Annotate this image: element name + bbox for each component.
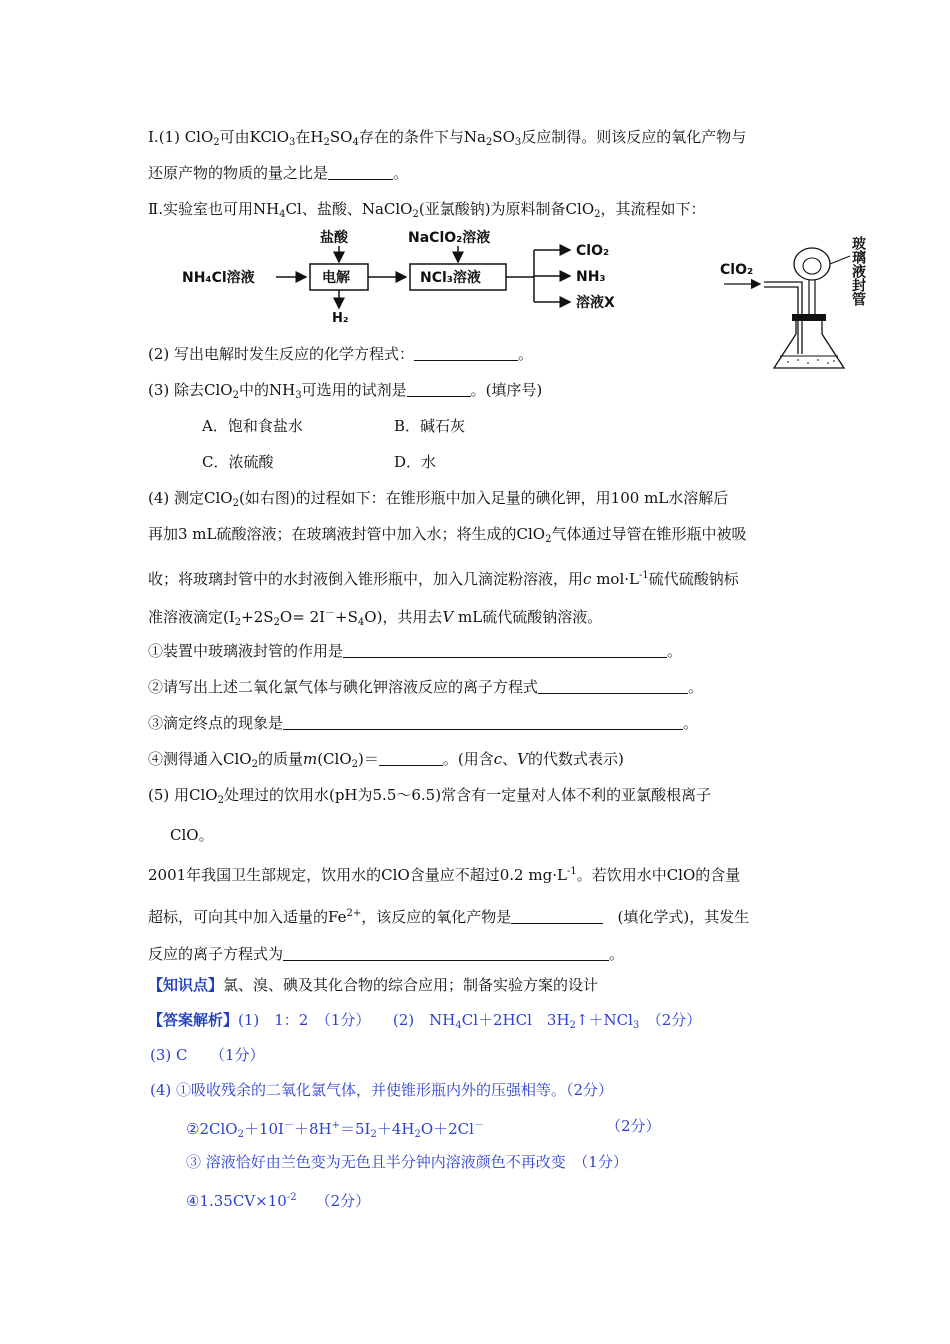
text: 2I	[309, 608, 326, 626]
text: ②请写出上述二氧化氯气体与碘化钾溶液反应的离子方程式	[148, 678, 539, 696]
text: 。(填序号)	[470, 381, 543, 399]
answer-line1: 【答案解析】(1) 1：2 （1分） (2) $NH_4Cl+2HCl$ $3H_2↑+NCl_3$ （2分）	[148, 1011, 702, 1031]
answer-line3: (4) ①吸收残余的二氧化氯气体，并使锥形瓶内外的压强相等。（2分）	[150, 1081, 614, 1099]
text: (5) 用ClO	[148, 786, 218, 804]
flow-diagram	[178, 224, 658, 324]
answer-label: 【答案解析】	[148, 1011, 239, 1029]
text: SO	[492, 128, 515, 146]
text: 。	[688, 678, 704, 696]
text: ④测得通入ClO	[148, 750, 252, 768]
text: Cl、盐酸、NaClO	[285, 200, 413, 218]
text: Ⅰ.(1) ClO	[148, 128, 214, 146]
text: （2分）	[315, 1192, 371, 1210]
q1-line1: Ⅰ.(1) ClO$_2$可由KClO$_3$在$H_2SO_4$存在的条件下与$Na_2SO_3$反应制得。则该反应的氧化产物与	[148, 128, 747, 148]
text: Ⅱ.实验室也可用NH	[148, 200, 280, 218]
knowledge-point-label: 【知识点】	[148, 976, 224, 994]
text: ③滴定终点的现象是	[148, 714, 284, 732]
answer-blank[interactable]	[328, 165, 393, 180]
text: ＋4H	[376, 1120, 415, 1138]
text: 中的NH	[238, 381, 296, 399]
out-clo2-label: ClO₂	[576, 243, 610, 259]
q4-sub4: ④测得通入ClO$_2$的质量m(ClO$_2$)＝ 。(用含c、V的代数式表示)	[148, 750, 624, 770]
text: 。	[609, 945, 625, 963]
knowledge-point	[148, 975, 598, 995]
text: 再加3 mL硫酸溶液；在玻璃液封管中加入水；将生成的ClO	[148, 525, 546, 543]
text: ＝5I	[339, 1120, 371, 1138]
text: ，其流程如下：	[600, 200, 706, 218]
apparatus-diagram	[716, 236, 896, 376]
text: -1	[638, 570, 649, 581]
answer-blank[interactable]	[511, 909, 603, 924]
text: 。	[683, 714, 699, 732]
q1-line2	[148, 163, 408, 183]
answer-line2: (3) C （1分）	[150, 1046, 265, 1064]
text: 氯、溴、碘及其化合物的综合应用；制备实验方案的设计	[223, 976, 599, 994]
text: c	[583, 570, 592, 588]
text: (3) 除去ClO	[148, 381, 233, 399]
text: ①装置中玻璃液封管的作用是	[148, 642, 344, 660]
text: 反应的离子方程式为	[148, 945, 284, 963]
text: （2分）	[639, 1011, 702, 1029]
answer-line5: ③ 溶液恰好由兰色变为无色且半分钟内溶液颜色不再改变 （1分）	[186, 1153, 628, 1171]
answer-line6	[186, 1188, 370, 1211]
text: 准溶液滴定(I	[148, 608, 235, 626]
answer-blank[interactable]	[538, 679, 688, 694]
text: -1	[566, 866, 577, 877]
answer-blank[interactable]	[283, 946, 609, 961]
hcl-label: 盐酸	[320, 230, 348, 246]
h2-label: H₂	[332, 311, 349, 324]
text: 2001年我国卫生部规定，饮用水的ClO含量应不超过0.2 mg·L	[148, 866, 567, 884]
text: (ClO	[317, 750, 352, 768]
text: 。(用含	[442, 750, 494, 768]
answer-blank[interactable]	[379, 751, 443, 766]
out-solution-x-label: 溶液X	[576, 295, 615, 311]
answer-line4-score: （2分）	[606, 1117, 661, 1135]
q3-option-d[interactable]: D．水	[394, 453, 437, 471]
naclo2-label: NaClO₂溶液	[408, 230, 491, 246]
q3-option-b[interactable]: B．碱石灰	[394, 417, 466, 435]
text: O＋2Cl	[420, 1120, 474, 1138]
text: 超标，可向其中加入适量的Fe	[148, 908, 347, 926]
text: m	[302, 750, 318, 768]
flow-start-label: NH₄Cl溶液	[182, 270, 255, 286]
q2-line	[148, 344, 533, 364]
q4-line2: 再加3 mL硫酸溶液；在玻璃液封管中加入水；将生成的ClO$_2$气体通过导管在锥形瓶中被吸	[148, 525, 747, 545]
q4-line3	[148, 566, 739, 589]
liquid-seal-tube-label: 玻璃液封管	[850, 236, 866, 306]
text: ④1.35CV×10	[186, 1192, 287, 1210]
q5-line2: ClO。	[170, 826, 214, 844]
text: 、	[502, 750, 518, 768]
text: －	[325, 608, 336, 619]
answer-blank[interactable]	[414, 346, 518, 361]
q3-line: (3) 除去ClO$_2$中的$NH_3$可选用的试剂是 。(填序号)	[148, 381, 543, 401]
text: 可选用的试剂是	[301, 381, 407, 399]
text: 气体通过导管在锥形瓶中被吸	[551, 525, 747, 543]
text: 2+	[346, 908, 362, 919]
text: Cl＋2HCl 3H	[461, 1011, 570, 1029]
inlet-clo2-label: ClO₂	[720, 262, 754, 278]
text: (亚氯酸钠)为原料制备ClO	[418, 200, 595, 218]
text: －	[473, 1120, 484, 1131]
q4-line1: (4) 测定ClO$_2$(如右图)的过程如下：在锥形瓶中加入足量的碘化钾，用100 mL水溶解后	[148, 489, 729, 509]
q4-sub1	[148, 641, 682, 661]
text: V	[442, 608, 454, 626]
text: mL硫代硫酸钠溶液。	[453, 608, 603, 626]
text: ＋8H	[293, 1120, 332, 1138]
q5-line5	[148, 944, 624, 964]
q4-sub3	[148, 713, 698, 733]
q2-intro: Ⅱ.实验室也可用$NH_4Cl$、盐酸、NaClO$_2$(亚氯酸钠)为原料制备ClO$_2$，其流程如下：	[148, 200, 706, 220]
q3-option-a[interactable]: A．饱和食盐水	[202, 417, 303, 435]
text: 收；将玻璃封管中的水封液倒入锥形瓶中，加入几滴淀粉溶液，用	[148, 570, 584, 588]
text: O)，共用去	[364, 608, 443, 626]
text: )＝	[358, 750, 379, 768]
text: 。	[518, 345, 534, 363]
text: ↑＋NCl	[575, 1011, 633, 1029]
text: +S	[335, 608, 358, 626]
answer-line4: $②2ClO_2+10I^-+8H^+=5I_2+4H_2O+2Cl^-$	[186, 1120, 484, 1140]
text: 。	[393, 164, 409, 182]
text: 。	[667, 642, 683, 660]
text: SO	[329, 128, 353, 146]
text: 存在的条件下与Na	[358, 128, 486, 146]
q5-line1: (5) 用ClO$_2$处理过的饮用水(pH为5.5～6.5)常含有一定量对人体不利的亚氯酸根离子	[148, 786, 712, 806]
q5-line4	[148, 904, 749, 927]
text: +2S	[241, 608, 274, 626]
text: ＋10I	[243, 1120, 284, 1138]
text: 还原产物的物质的量之比是	[148, 164, 329, 182]
q3-option-c[interactable]: C．浓硫酸	[202, 453, 274, 471]
text: 的代数式表示)	[528, 750, 624, 768]
text: 写出电解时发生反应的化学方程式：	[174, 345, 415, 363]
text: 。若饮用水中ClO的含量	[576, 866, 741, 884]
text: ②2ClO	[186, 1120, 238, 1138]
q5-line3	[148, 862, 740, 885]
text: -2	[286, 1192, 297, 1203]
text: 的质量	[257, 750, 303, 768]
text: 处理过的饮用水(pH为5.5～6.5)常含有一定量对人体不利的亚氯酸根离子	[223, 786, 712, 804]
text: ，该反应的氧化产物是	[361, 908, 512, 926]
answer-blank[interactable]	[407, 382, 471, 397]
q4-line4: 准溶液滴定$(I_2+2S_2O= 2I^-+S_4O)$，共用去V mL硫代硫酸钠溶液。	[148, 608, 603, 628]
answer-blank[interactable]	[343, 643, 667, 658]
text: (4) 测定ClO	[148, 489, 233, 507]
text: c	[493, 750, 503, 768]
text: mol·L	[591, 570, 639, 588]
text: +	[331, 1120, 340, 1131]
text: (如右图)的过程如下：在锥形瓶中加入足量的碘化钾，用100 mL水溶解后	[238, 489, 729, 507]
out-nh3-label: NH₃	[576, 269, 606, 285]
text: 在H	[295, 128, 324, 146]
text: 硫代硫酸钠标	[648, 570, 739, 588]
text: (填化学式)，其发生	[617, 908, 750, 926]
text: (1) 1：2 （1分） (2) NH	[238, 1011, 456, 1029]
answer-blank[interactable]	[283, 715, 683, 730]
text: O=	[279, 608, 305, 626]
text: 反应制得。则该反应的氧化产物与	[521, 128, 747, 146]
text: 可由KClO	[219, 128, 290, 146]
ncl3-label: NCl₃溶液	[420, 270, 481, 286]
q4-sub2	[148, 677, 703, 697]
electrolysis-label: 电解	[322, 270, 350, 286]
text: V	[517, 750, 528, 768]
text: －	[283, 1120, 294, 1131]
text: (2)	[148, 345, 170, 363]
